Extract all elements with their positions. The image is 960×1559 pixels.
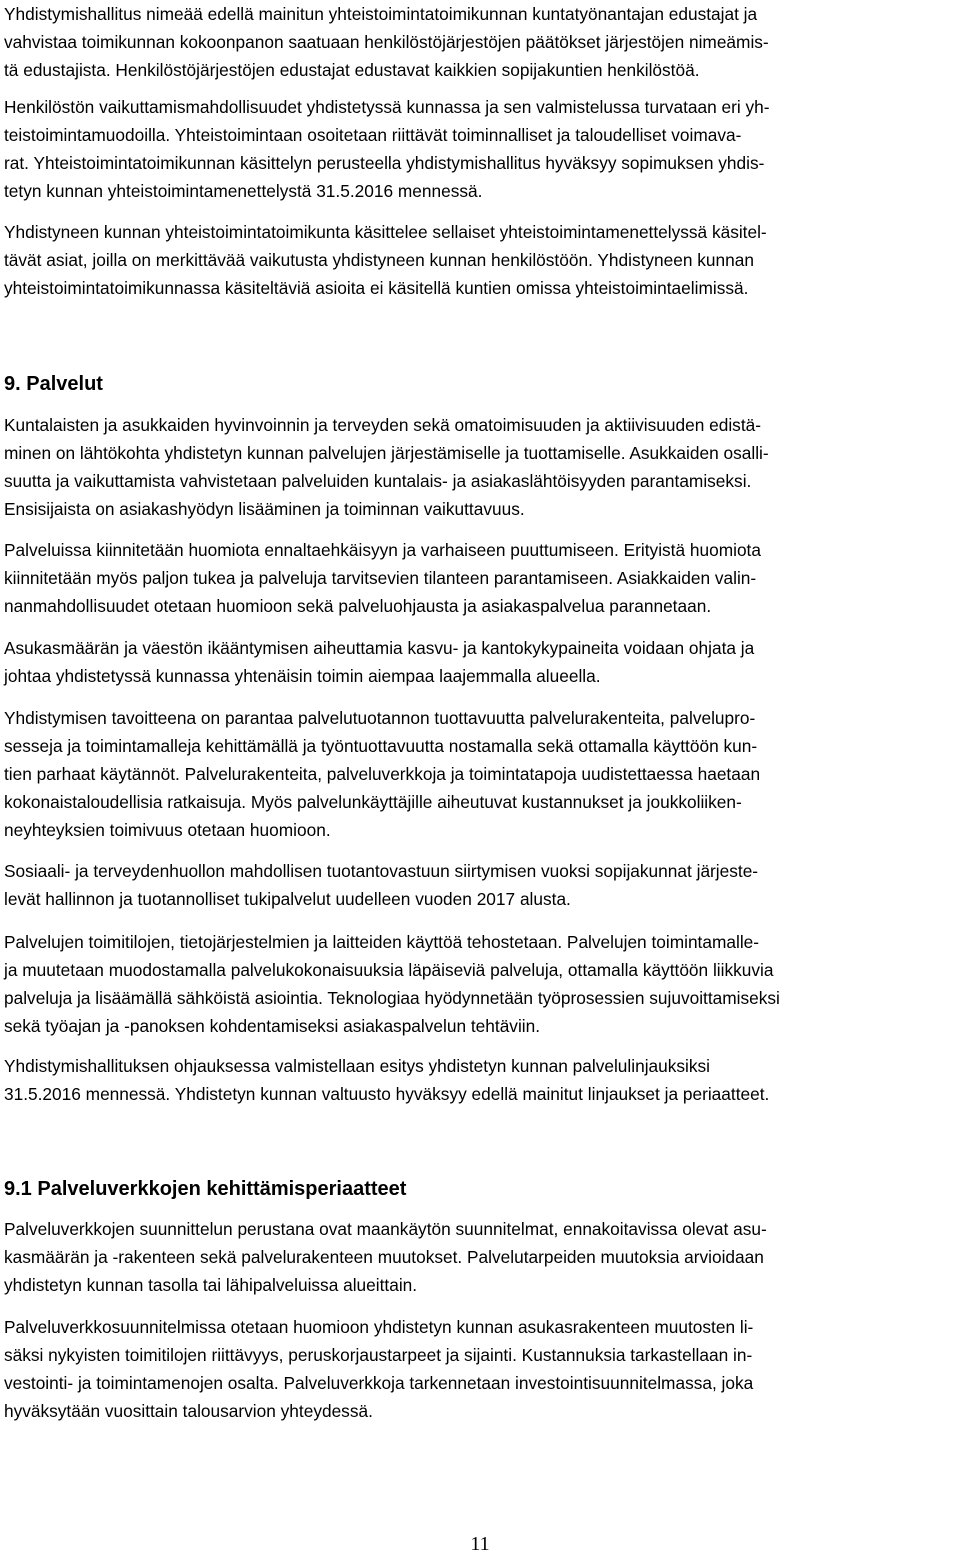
intro-paragraph-1: [4, 0, 769, 84]
section-title: Palveluverkkojen kehittämisperiaatteet: [37, 1178, 407, 1200]
text-line: ja muutetaan muodostamalla palvelukokonaisuuksia läpäiseviä palveluja, ottamalla käyttöön liikkuvia: [4, 960, 774, 980]
text-line: kasmäärän ja -rakenteen sekä palvelurakenteen muutokset. Palvelutarpeiden muutoksia arvioidaan: [4, 1247, 764, 1267]
text-line: kokonaistaloudellisia ratkaisuja. Myös palvelunkäyttäjille aiheutuvat kustannukset ja joukkoliiken-: [4, 792, 742, 812]
intro-paragraph-3: [4, 218, 767, 302]
text-line: 31.5.2016 mennessä. Yhdistetyn kunnan valtuusto hyväksyy edellä mainitut linjaukset ja periaatteet.: [4, 1084, 770, 1104]
section-9-1-paragraph-2: [4, 1313, 753, 1425]
section-9-heading: [4, 370, 103, 398]
text-line: Yhdistymishallituksen ohjauksessa valmistellaan esitys yhdistetyn kunnan palvelulinjauksiksi: [4, 1056, 710, 1076]
text-line: nanmahdollisuudet otetaan huomioon sekä palveluohjausta ja asiakaspalvelua parannetaan.: [4, 596, 712, 616]
text-line: suutta ja vaikuttamista vahvistetaan palveluiden kuntalais- ja asiakaslähtöisyyden parantamiseksi.: [4, 471, 752, 491]
text-line: vahvistaa toimikunnan kokoonpanon saatuaan henkilöstöjärjestöjen päätökset järjestöjen nimeämis-: [4, 32, 769, 52]
text-line: minen on lähtökohta yhdistetyn kunnan palvelujen järjestämiselle ja tuottamiselle. Asukkaiden osalli-: [4, 443, 769, 463]
text-line: Yhdistymishallitus nimeää edellä mainitun yhteistoimintatoimikunnan kuntatyönantajan edustajat ja: [4, 4, 758, 24]
text-line: vestointi- ja toimintamenojen osalta. Palveluverkkoja tarkennetaan investointisuunnitelmassa, joka: [4, 1373, 754, 1393]
section-9-paragraph-5: [4, 857, 758, 913]
text-line: yhteistoimintatoimikunnassa käsiteltäviä asioita ei käsitellä kuntien omissa yhteistoimintaelimissä.: [4, 278, 749, 298]
section-9-1-heading: [4, 1175, 406, 1203]
text-line: tä edustajista. Henkilöstöjärjestöjen edustajat edustavat kaikkien sopijakuntien henkilöstöä.: [4, 60, 700, 80]
text-line: hyväksytään vuosittain talousarvion yhteydessä.: [4, 1401, 373, 1421]
page-number: 11: [470, 1533, 490, 1555]
section-9-paragraph-1: [4, 411, 769, 523]
section-9-paragraph-2: [4, 536, 761, 620]
text-line: teistoimintamuodoilla. Yhteistoimintaan osoitetaan riittävät toiminnalliset ja taloudelliset voimava-: [4, 125, 742, 145]
section-9-paragraph-6: [4, 928, 780, 1040]
section-number: 9.: [4, 373, 21, 395]
section-title: Palvelut: [26, 373, 103, 395]
section-number: 9.1: [4, 1178, 32, 1200]
text-line: levät hallinnon ja tuotannolliset tukipalvelut uudelleen vuoden 2017 alusta.: [4, 889, 571, 909]
text-line: Palvelujen toimitilojen, tietojärjestelmien ja laitteiden käyttöä tehostetaan. Palvelujen toimintamalle-: [4, 932, 760, 952]
text-line: Kuntalaisten ja asukkaiden hyvinvoinnin ja terveyden sekä omatoimisuuden ja aktiivisuuden edistä-: [4, 415, 761, 435]
section-9-paragraph-4: [4, 704, 760, 844]
text-line: sekä työajan ja -panoksen kohdentamiseksi asiakaspalvelun tehtäviin.: [4, 1016, 541, 1036]
text-line: yhdistetyn kunnan tasolla tai lähipalveluissa alueittain.: [4, 1275, 418, 1295]
section-9-1-paragraph-1: [4, 1215, 767, 1299]
text-line: tetyn kunnan yhteistoimintamenettelystä 31.5.2016 mennessä.: [4, 181, 483, 201]
text-line: Sosiaali- ja terveydenhuollon mahdollisen tuotantovastuun siirtymisen vuoksi sopijakunnat järjeste-: [4, 861, 759, 881]
text-line: rat. Yhteistoimintatoimikunnan käsittelyn perusteella yhdistymishallitus hyväksyy sopimuksen yhdis-: [4, 153, 765, 173]
text-line: johtaa yhdistetyssä kunnassa yhtenäisin toimin aiempaa laajemmalla alueella.: [4, 666, 601, 686]
text-line: kiinnitetään myös paljon tukea ja palveluja tarvitsevien tilanteen parantamiseen. Asiakkaiden valin-: [4, 568, 757, 588]
text-line: Ensisijaista on asiakashyödyn lisääminen ja toiminnan vaikuttavuus.: [4, 499, 525, 519]
text-line: Yhdistyneen kunnan yhteistoimintatoimikunta käsittelee sellaiset yhteistoimintamenettelyssä käsitel-: [4, 222, 767, 242]
text-line: Yhdistymisen tavoitteena on parantaa palvelutuotannon tuottavuutta palvelurakenteita, palvelupro-: [4, 708, 756, 728]
text-line: palveluja ja lisäämällä sähköistä asiointia. Teknologiaa hyödynnetään työprosessien sujuvoittamiseksi: [4, 988, 780, 1008]
text-line: säksi nykyisten toimitilojen riittävyys, peruskorjaustarpeet ja sijainti. Kustannuksia tarkastellaan in-: [4, 1345, 753, 1365]
text-line: neyhteyksien toimivuus otetaan huomioon.: [4, 820, 331, 840]
text-line: sesseja ja toimintamalleja kehittämällä ja työntuottavuutta nostamalla sekä ottamalla käyttöön kun-: [4, 736, 758, 756]
text-line: Henkilöstön vaikuttamismahdollisuudet yhdistetyssä kunnassa ja sen valmistelussa turvataan eri yh-: [4, 97, 770, 117]
section-9-paragraph-3: [4, 634, 754, 690]
text-line: Palveluissa kiinnitetään huomiota ennaltaehkäisyyn ja varhaiseen puuttumiseen. Erityistä huomiota: [4, 540, 761, 560]
text-line: Palveluverkkojen suunnittelun perustana ovat maankäytön suunnitelmat, ennakoitavissa olevat asu-: [4, 1219, 767, 1239]
text-line: Asukasmäärän ja väestön ikääntymisen aiheuttamia kasvu- ja kantokykypaineita voidaan ohjata ja: [4, 638, 755, 658]
intro-paragraph-2: [4, 93, 770, 205]
text-line: tävät asiat, joilla on merkittävää vaikutusta yhdistyneen kunnan henkilöstöön. Yhdistyneen kunnan: [4, 250, 754, 270]
text-line: Palveluverkkosuunnitelmissa otetaan huomioon yhdistetyn kunnan asukasrakenteen muutosten li-: [4, 1317, 754, 1337]
text-line: tien parhaat käytännöt. Palvelurakenteita, palveluverkkoja ja toimintatapoja uudistettaessa haetaan: [4, 764, 761, 784]
section-9-paragraph-7: [4, 1052, 769, 1108]
